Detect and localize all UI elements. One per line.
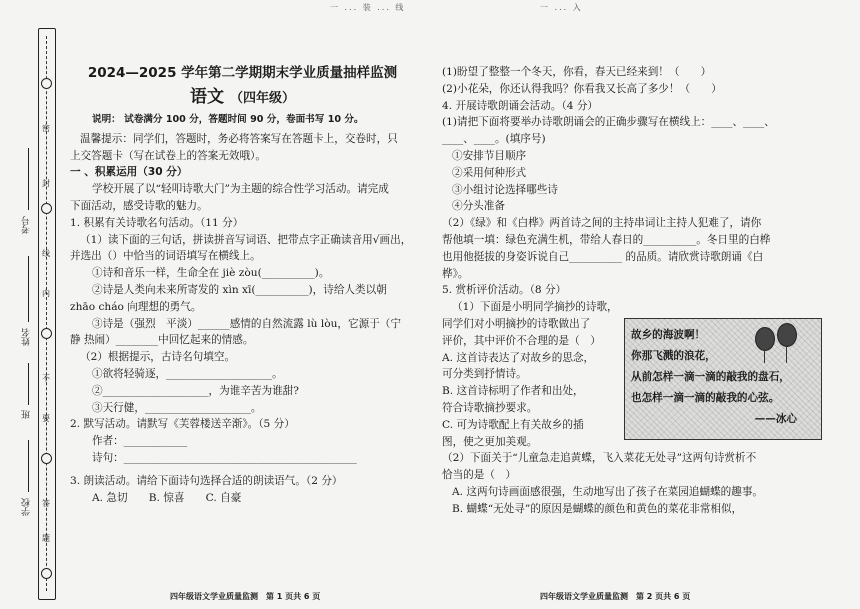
balloon-decoration bbox=[755, 327, 775, 351]
question-1-1a: （1）读下面的三句话，拼读拼音写词语、把带点字正确读音用√画出， bbox=[80, 233, 412, 246]
seal-word: 内 bbox=[42, 289, 50, 298]
question-5-1c: 评价，其中评价不合理的是（ ） bbox=[442, 334, 601, 347]
sentence-3a: ③诗是（强烈 平淡）______感情的自然流露 lù lòu，它源于（宁 bbox=[92, 317, 401, 330]
option-c-line-2: 图，使之更加美观。 bbox=[442, 435, 538, 448]
top-mark-1: 一 ... 装 ... 线 bbox=[330, 3, 406, 12]
seal-word: 不 bbox=[42, 374, 50, 383]
binding-hole bbox=[41, 328, 52, 339]
seal-word: 答 bbox=[42, 499, 50, 508]
class-label: 班 bbox=[22, 410, 32, 419]
tip-line-2: 上交答题卡（写在试卷上的答案无效哦）。 bbox=[70, 149, 266, 162]
question-5-1b: 同学们对小明摘抄的诗歌做出了 bbox=[442, 317, 591, 330]
sentence-3b: 静 热闹）________中回忆起来的情感。 bbox=[70, 334, 254, 347]
question-2: 2. 默写活动。请默写《芙蓉楼送辛渐》。（5 分） bbox=[70, 418, 295, 431]
exam-note: 说明： 试卷满分 100 分，答题时间 90 分，卷面书写 10 分。 bbox=[92, 114, 364, 125]
intro-line-2: 下面活动，感受诗歌的魅力。 bbox=[70, 199, 208, 212]
question-5-2b: 恰当的是（ ） bbox=[442, 469, 517, 482]
question-5-2a: （2）下面关于“儿童急走追黄蝶，飞入菜花无处寻”这两句诗赏析不 bbox=[442, 452, 757, 465]
binding-margin bbox=[6, 28, 60, 598]
sentence-2b: zhāo cháo 向理想的勇气。 bbox=[70, 300, 202, 313]
question-4: 4. 开展诗歌朗诵会活动。（4 分） bbox=[442, 99, 599, 112]
question-5-2-option-b: B. 蝴蝶“无处寻”的原因是蝴蝶的颜色和黄色的菜花非常相似， bbox=[452, 502, 743, 515]
poem-line-1: 故乡的海波啊！ bbox=[631, 329, 706, 341]
question-3: 3. 朗读活动。请给下面诗句选择合适的朗读语气。（2 分） bbox=[70, 474, 343, 487]
footer-page-1: 四年级语文学业质量监测 第 1 页共 6 页 bbox=[170, 592, 321, 601]
seal-word: 题 bbox=[42, 534, 50, 543]
exam-number-label: 考号 bbox=[22, 216, 32, 234]
left-column bbox=[70, 50, 415, 506]
author-blank: 作者：____________ bbox=[92, 435, 188, 448]
reading-tone-2: (2)小花朵，你还认得我吗？你看我又长高了多少！（ ） bbox=[442, 82, 722, 95]
option-c-line-1: C. 可为诗歌配上有关故乡的插 bbox=[442, 418, 584, 431]
seal-word: 封 bbox=[42, 179, 50, 188]
option-b-line-2: 符合诗歌摘抄要求。 bbox=[442, 401, 538, 414]
step-option-3: ③小组讨论选择哪些诗 bbox=[452, 183, 558, 196]
sentence-2a: ②诗是人类向未来所寄发的 xìn xī(__________)，诗给人类以朝 bbox=[92, 283, 387, 296]
reading-tone-1: (1)盼望了整整一个冬天，你看，春天已经来到！（ ） bbox=[442, 66, 712, 78]
name-blank bbox=[28, 256, 29, 322]
option-a-line-1: A. 这首诗表达了对故乡的思念， bbox=[442, 351, 595, 364]
class-blank bbox=[28, 363, 29, 405]
binding-hole bbox=[41, 78, 52, 89]
exam-title: 2024—2025 学年第二学期期末学业质量抽样监测 bbox=[87, 65, 398, 81]
question-4-2b: 帮他填一填：绿色充满生机，带给人春日的__________。冬日里的白桦 bbox=[442, 233, 771, 246]
poem-line-3: 从前怎样一滴一滴的敲我的盘石， bbox=[631, 371, 790, 383]
exam-number-blank bbox=[28, 148, 29, 210]
footer-page-2: 四年级语文学业质量监测 第 2 页共 6 页 bbox=[540, 592, 691, 601]
step-option-1: ①安排节目顺序 bbox=[452, 149, 527, 162]
question-4-1a: (1)请把下面将要举办诗歌朗诵会的正确步骤写在横线上：____、____、 bbox=[442, 116, 775, 129]
poem-excerpt-box bbox=[624, 318, 822, 440]
intro-line-1: 学校开展了以“轻叩诗歌大门”为主题的综合性学习活动。请完成 bbox=[92, 183, 389, 196]
poem-line-2: 你那飞溅的浪花， bbox=[631, 350, 716, 362]
poem-fill-2: ②____________________，为谁辛苦为谁甜? bbox=[92, 384, 299, 397]
seal-word: 密 bbox=[42, 124, 50, 133]
balloon-string bbox=[786, 345, 787, 363]
question-5-1a: （1）下面是小明同学摘抄的诗歌， bbox=[452, 301, 618, 314]
step-option-2: ②采用何种形式 bbox=[452, 166, 527, 179]
question-5-2-option-a: A. 这两句诗画面感很强，生动地写出了孩子在菜园追蝴蝶的趣事。 bbox=[452, 485, 764, 498]
top-marks bbox=[330, 2, 713, 13]
tip-line-1: 温馨提示：同学们，答题时，务必将答案写在答题卡上，交卷时，只 bbox=[80, 132, 398, 145]
poem-fill-3: ③天行健，____________________。 bbox=[92, 401, 262, 414]
question-4-2a: （2）《绿》和《白桦》两首诗之间的主持串词让主持人犯难了，请你 bbox=[442, 217, 762, 230]
binding-hole bbox=[41, 453, 52, 464]
top-mark-2: 一 ... 入 bbox=[539, 3, 583, 12]
subject-title bbox=[70, 84, 415, 112]
grade-label: （四年级） bbox=[229, 91, 295, 106]
binding-hole bbox=[41, 568, 52, 579]
option-b-line-1: B. 这首诗标明了作者和出处， bbox=[442, 385, 584, 398]
question-4-1b: ____、____。(填序号) bbox=[442, 133, 546, 146]
step-option-4: ④分头准备 bbox=[452, 200, 505, 213]
seal-word: 线 bbox=[42, 249, 50, 258]
question-1: 1. 积累有关诗歌名句活动。（11 分） bbox=[70, 216, 244, 229]
sentence-1: ①诗和音乐一样，生命全在 jiè zòu(__________)。 bbox=[92, 267, 330, 280]
question-4-2d: 桦》。 bbox=[442, 267, 469, 280]
school-label: 学校 bbox=[22, 498, 32, 516]
question-5: 5. 赏析评价活动。（8 分） bbox=[442, 284, 567, 297]
option-a-line-2: 可分类到抒情诗。 bbox=[442, 368, 527, 381]
name-label: 姓名 bbox=[22, 328, 32, 346]
poem-line-4: 也怎样一滴一滴的敲我的心弦。 bbox=[631, 392, 780, 404]
poem-blank: 诗句：____________________________________________ bbox=[92, 451, 357, 464]
school-blank bbox=[28, 440, 29, 492]
poem-fill-1: ①欲将轻骑逐，____________________。 bbox=[92, 367, 283, 380]
right-column bbox=[442, 64, 798, 518]
poem-author: ——冰心 bbox=[754, 413, 797, 425]
question-4-2c: 也用他挺拔的身姿诉说自己__________ 的品质。请欣赏诗歌朗诵《白 bbox=[442, 250, 764, 263]
question-1-1b: 并选出（）中恰当的词语填写在横线上。 bbox=[70, 250, 261, 263]
seal-word: 要 bbox=[42, 414, 50, 423]
balloon-decoration bbox=[777, 323, 797, 347]
question-1-2: （2）根据提示，古诗名句填空。 bbox=[80, 351, 236, 364]
section-1-heading: 一 、积累运用（30 分） bbox=[70, 166, 188, 179]
subject-name: 语文 bbox=[190, 87, 225, 107]
binding-hole bbox=[41, 203, 52, 214]
question-3-options: A. 急切 B. 惊喜 C. 自豪 bbox=[92, 491, 242, 504]
balloon-string bbox=[764, 349, 765, 363]
